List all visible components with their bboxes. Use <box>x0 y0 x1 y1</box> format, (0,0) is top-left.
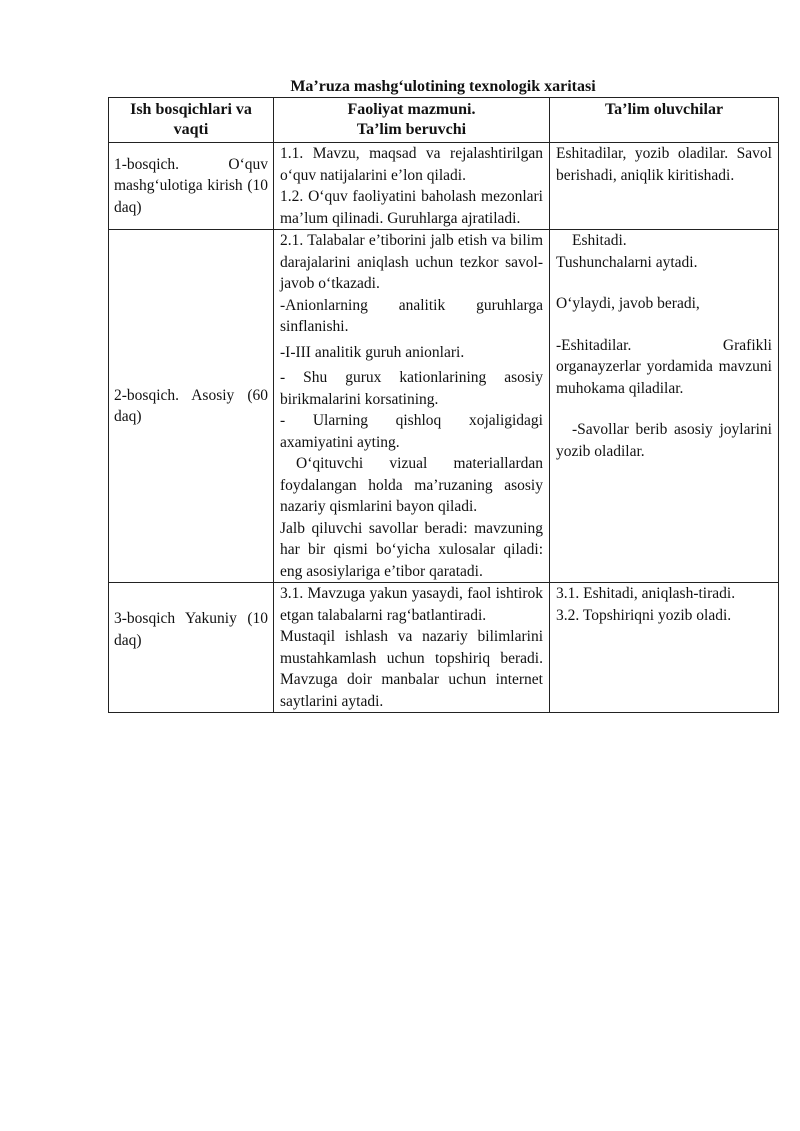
teacher-item: Jalb qiluvchi savollar beradi: mavzuning har bir qismi bo‘yicha xulosalar qiladi: eng asosiylariga e’tibor qaratadi. <box>280 519 543 580</box>
teacher-item: - Shu gurux kationlarining asosiy birikmalarini korsatining. <box>280 369 543 408</box>
teacher-cell <box>274 143 550 230</box>
teacher-cell <box>274 583 550 713</box>
header-activity <box>274 98 550 143</box>
students-cell <box>550 143 779 230</box>
students-item: O‘ylaydi, javob beradi, <box>556 295 700 312</box>
header-stages <box>109 98 274 143</box>
teacher-item: 1.2. O‘quv faoliyatini baholash mezonlari ma’lum qilinadi. Guruhlarga ajratiladi. <box>280 188 543 227</box>
students-cell <box>550 583 779 713</box>
students-item: Eshitadilar, yozib oladilar. Savol berishadi, aniqlik kiritishadi. <box>556 145 772 184</box>
stage-cell <box>109 230 274 583</box>
table-row <box>109 230 779 583</box>
header-stages-line1: Ish bosqichlari va <box>130 101 252 118</box>
stage-cell <box>109 583 274 713</box>
stage-cell <box>109 143 274 230</box>
teacher-item: 1.1. Mavzu, maqsad va rejalashtirilgan o‘quv natijalarini e’lon qiladi. <box>280 145 543 184</box>
table-header-row <box>109 98 779 143</box>
header-activity-line1: Faoliyat mazmuni. <box>347 101 476 118</box>
stage-label: 2-bosqich. Asosiy (60 daq) <box>114 386 268 425</box>
document-title: Ma’ruza mashg‘ulotining texnologik xaritasi <box>290 78 596 95</box>
teacher-item: Mustaqil ishlash va nazariy bilimlarini mustahkamlash uchun topshiriq beradi. Mavzuga doir manbalar uchun internet saytlarini aytadi. <box>280 628 543 710</box>
header-students <box>550 98 779 143</box>
students-item: -Savollar berib asosiy joylarini yozib oladilar. <box>556 421 772 460</box>
stage-label: 1-bosqich. O‘quv mashg‘ulotiga kirish (10 daq) <box>114 155 268 216</box>
students-item: 3.1. Eshitadi, aniqlash-tiradi. <box>556 585 736 602</box>
teacher-item: -Anionlarning analitik guruhlarga sinflanishi. <box>280 296 543 335</box>
students-item: 3.2. Topshiriqni yozib oladi. <box>556 606 732 624</box>
table-row <box>109 143 779 230</box>
teacher-item: - Ularning qishloq xojaligidagi axamiyatini ayting. <box>280 412 543 451</box>
header-activity-line2: Ta’lim beruvchi <box>356 121 467 138</box>
table-row <box>109 583 779 713</box>
teacher-item: 2.1. Talabalar e’tiborini jalb etish va bilim darajalarini aniqlash uchun tezkor savol-javob o‘tkazadi. <box>280 232 543 292</box>
students-item: Eshitadi. <box>572 232 627 249</box>
header-stages-line2: vaqti <box>173 121 209 138</box>
students-item: Tushunchalarni aytadi. <box>556 253 698 271</box>
students-item: -Eshitadilar. Grafikli organayzerlar yordamida mavzuni muhokama qiladilar. <box>556 336 772 397</box>
teacher-cell <box>274 230 550 583</box>
teacher-item: -I-III analitik guruh anionlari. <box>280 343 465 361</box>
technology-map-table <box>108 97 779 713</box>
teacher-item: O‘qituvchi vizual materiallardan foydalangan holda ma’ruzaning asosiy nazariy qismlarini bayon qiladi. <box>280 455 543 515</box>
header-students-text: Ta’lim oluvchilar <box>604 101 724 118</box>
teacher-item: 3.1. Mavzuga yakun yasaydi, faol ishtirok etgan talabalarni rag‘batlantiradi. <box>280 585 543 624</box>
students-cell <box>550 230 779 583</box>
stage-label: 3-bosqich Yakuniy (10 daq) <box>114 610 268 649</box>
